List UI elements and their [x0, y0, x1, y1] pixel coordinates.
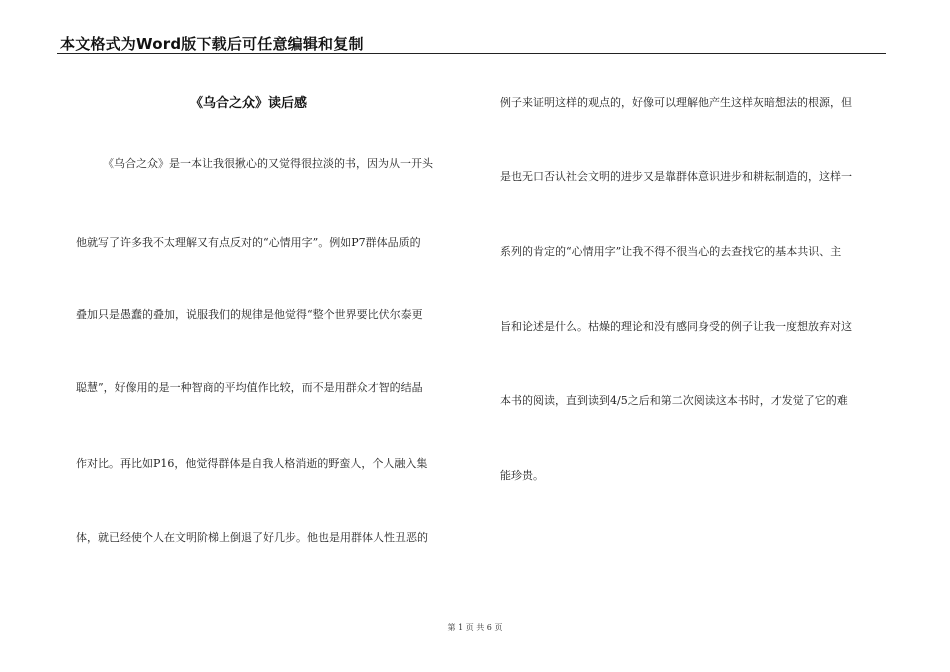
paragraph-line: 体，就已经使个人在文明阶梯上倒退了好几步。他也是用群体人性丑恶的 — [76, 531, 428, 544]
document-title: 《乌合之众》读后感 — [190, 96, 308, 111]
paragraph-line: 系列的肯定的“心情用字”让我不得不很当心的去查找它的基本共识、主 — [500, 245, 842, 258]
page-number: 第 1 页 共 6 页 — [447, 623, 503, 632]
paragraph-line: 例子来证明这样的观点的，好像可以理解他产生这样灰暗想法的根源，但 — [500, 96, 852, 109]
paragraph-line: 能珍贵。 — [500, 469, 544, 482]
download-notice-banner: 本文格式为Word版下载后可任意编辑和复制 — [60, 35, 364, 53]
paragraph-line: 是也无口否认社会文明的进步又是靠群体意识进步和耕耘制造的，这样一 — [500, 170, 852, 183]
paragraph-line: 作对比。再比如P16，他觉得群体是自我人格消逝的野蛮人，个人融入集 — [76, 457, 428, 470]
paragraph-line: 聪慧”，好像用的是一种智商的平均值作比较，而不是用群众才智的结晶 — [76, 381, 423, 394]
paragraph-line: 《乌合之众》是一本让我很揪心的又觉得很拉淡的书，因为从一开头 — [103, 157, 433, 170]
paragraph-line: 旨和论述是什么。枯燥的理论和没有感同身受的例子让我一度想放弃对这 — [500, 320, 852, 333]
paragraph-line: 他就写了许多我不太理解又有点反对的“心情用字”。例如P7群体品质的 — [76, 236, 421, 249]
header-divider — [57, 53, 886, 54]
paragraph-line: 叠加只是愚蠢的叠加，说服我们的规律是他觉得“整个世界要比伏尔泰更 — [76, 308, 423, 321]
paragraph-line: 本书的阅读，直到读到4/5之后和第二次阅读这本书时，才发觉了它的难 — [500, 394, 848, 407]
